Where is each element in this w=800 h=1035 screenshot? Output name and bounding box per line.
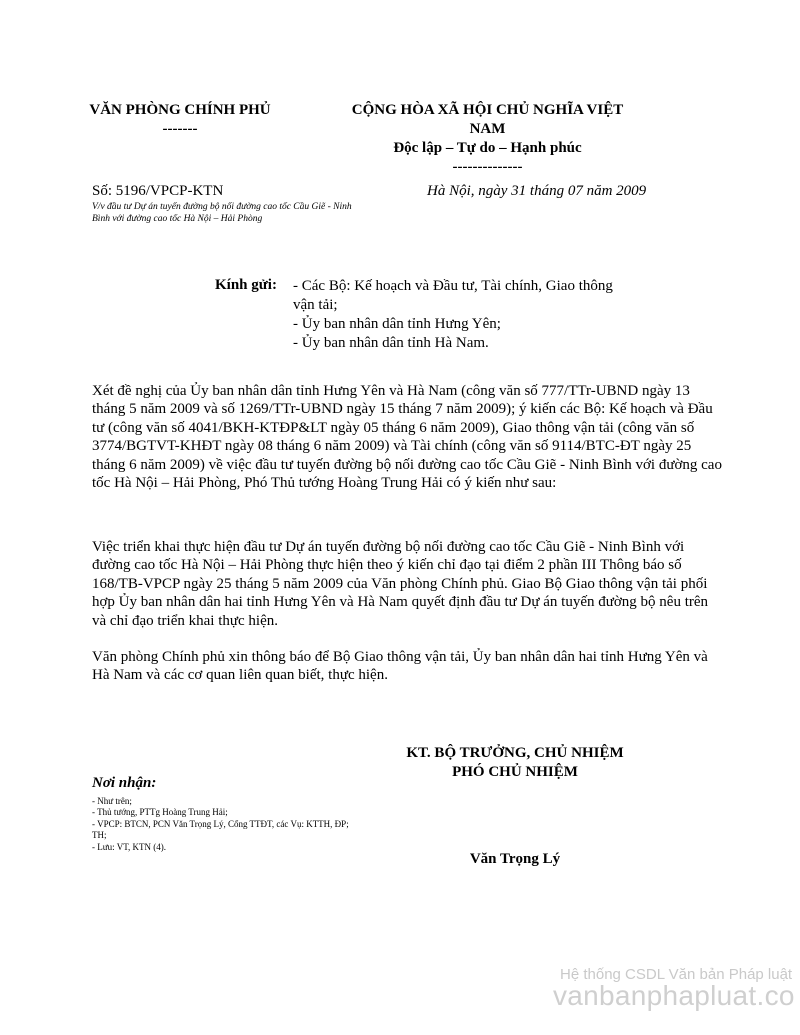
signature-title-line1: KT. BỘ TRƯỞNG, CHỦ NHIỆM [406,745,624,761]
signature-title-line2: PHÓ CHỦ NHIỆM [452,764,578,780]
recipient-item: - VPCP: BTCN, PCN Văn Trọng Lý, Cổng TTĐT, các Vụ: KTTH, ĐP; TH; [92,818,349,841]
national-motto-rule: -------------- [452,159,523,175]
document-number: Số: 5196/VPCP-KTN [92,183,224,199]
recipients-list [92,796,357,853]
country-name-line1: CỘNG HÒA XÃ HỘI CHỦ NGHĨA VIỆT [351,102,624,118]
issuing-agency-name: VĂN PHÒNG CHÍNH PHỦ [89,102,271,118]
addressee-item: - Ủy ban nhân dân tỉnh Hà Nam. [293,335,489,351]
addressee-item: - Các Bộ: Kế hoạch và Đầu tư, Tài chính, Giao thông vận tải; [293,278,613,313]
addressees-label: Kính gửi: [215,277,277,293]
signer-name: Văn Trọng Lý [469,851,561,867]
recipients-label: Nơi nhận: [92,775,157,791]
issuing-agency-rule: ------- [162,121,198,137]
addressee-item: - Ủy ban nhân dân tỉnh Hưng Yên; [293,316,501,332]
document-date: Hà Nội, ngày 31 tháng 07 năm 2009 [427,183,647,199]
recipient-item: - Thủ tướng, PTTg Hoàng Trung Hải; [92,807,228,818]
recipient-item: - Lưu: VT, KTN (4). [92,841,167,852]
national-header-block [345,101,630,177]
body-paragraph-2: Việc triển khai thực hiện đầu tư Dự án tuyến đường bộ nối đường cao tốc Cầu Giẽ - Ninh Bình với đường cao tốc Hà Nội – Hải Phòng thực hiện theo ý kiến chỉ đạo tại điểm 2 phần III Thông báo số 168/TB-VPCP ngày 25 tháng 5 năm 2009 của Văn phòng Chính phủ. Giao Bộ Giao thông vận tải phối hợp Ủy ban nhân dân hai tỉnh Hưng Yên và Hà Nam quyết định đầu tư Dự án tuyến đường bộ nêu trên và chỉ đạo triển khai thực hiện. [92,539,709,629]
signature-block [385,744,645,782]
recipient-item: - Như trên; [92,796,132,806]
watermark-site: vanbanphapluat.co [553,980,795,1011]
body-paragraph-3: Văn phòng Chính phủ xin thông báo để Bộ Giao thông vận tải, Ủy ban nhân dân hai tỉnh Hưng Yên và Hà Nam và các cơ quan liên quan biết, thực hiện. [92,649,708,684]
national-motto: Độc lập – Tự do – Hạnh phúc [393,140,582,156]
watermark-caption: Hệ thống CSDL Văn bản Pháp luật [560,966,793,983]
body-paragraph-1: Xét đề nghị của Ủy ban nhân dân tỉnh Hưng Yên và Hà Nam (công văn số 777/TTr-UBND ngày 13 tháng 5 năm 2009 và số 1269/TTr-UBND ngày 15 tháng 7 năm 2009); ý kiến các Bộ: Kế hoạch và Đầu tư (công văn số 4041/BKH-KTĐP&LT ngày 05 tháng 6 năm 2009), Giao thông vận tải (công văn số 3774/BGTVT-KHĐT ngày 08 tháng 6 năm 2009) và Tài chính (công văn số 9114/BTC-ĐT ngày 25 tháng 6 năm 2009) về việc đầu tư tuyến đường bộ nối đường cao tốc Cầu Giẽ - Ninh Bình với đường cao tốc Hà Nội – Hải Phòng, Phó Thủ tướng Hoàng Trung Hải có ý kiến như sau: [92,383,722,492]
addressees-list [293,277,638,353]
issuing-agency-block [60,101,300,139]
document-subject: V/v đầu tư Dự án tuyến đường bộ nối đường cao tốc Cầu Giẽ - Ninh Bình với đường cao tốc Hà Nội – Hải Phòng [92,202,352,224]
country-name-line2: NAM [469,121,506,137]
